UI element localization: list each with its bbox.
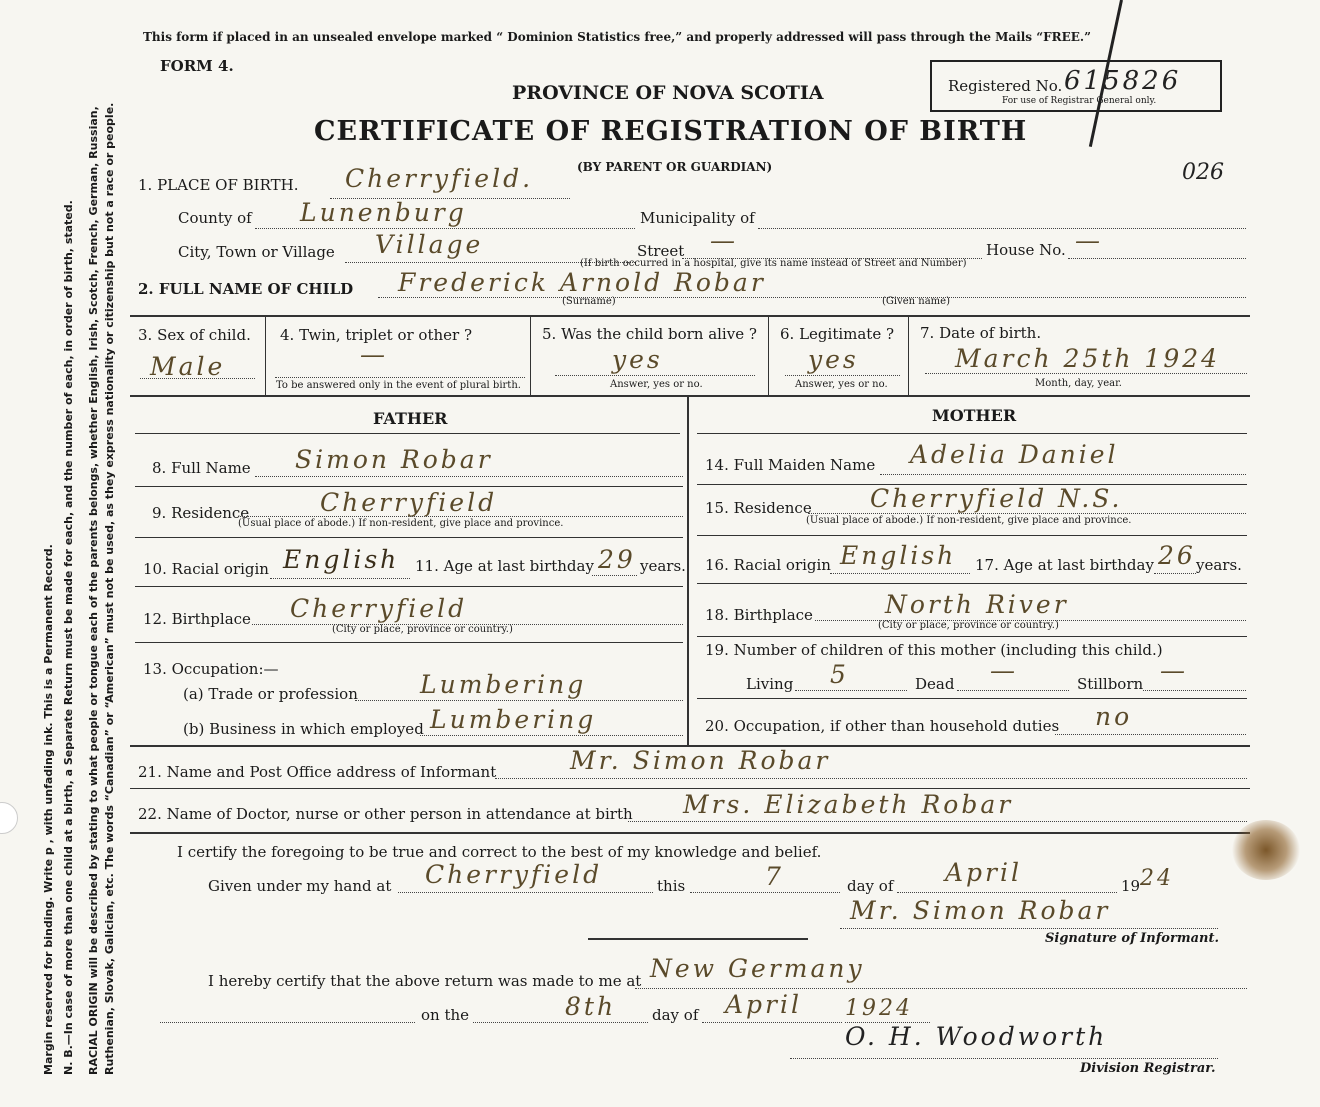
mother-heading: MOTHER <box>932 406 1017 425</box>
mother-residence-line <box>808 513 1246 514</box>
father-rule-3 <box>135 586 683 587</box>
living-line <box>795 690 907 691</box>
center-separator <box>588 938 808 940</box>
father-birthplace-value: Cherryfield <box>290 594 468 623</box>
mail-notice: This form if placed in an unsealed envelope marked “ Dominion Statistics free,” and properly addressed will pass through the Mails “FREE.” <box>143 30 1092 44</box>
mother-age-value: 26 <box>1158 541 1196 570</box>
registrar-year-value: 1924 <box>845 996 913 1021</box>
hospital-note: (If birth occurred in a hospital, give its name instead of Street and Number) <box>580 258 967 269</box>
cert-day-of-label: day of <box>847 877 894 895</box>
father-name-label: 8. Full Name <box>152 459 251 477</box>
county-line <box>255 228 635 229</box>
mother-age-line <box>1154 573 1196 574</box>
business-line <box>420 735 683 736</box>
dead-value: — <box>990 656 1018 685</box>
legitimate-note: Answer, yes or no. <box>795 379 888 390</box>
doctor-value: Mrs. Elizabeth Robar <box>683 790 1014 819</box>
father-name-value: Simon Robar <box>295 445 493 474</box>
father-rule-2 <box>135 537 683 538</box>
registrar-day-value: 8th <box>565 992 617 1021</box>
father-residence-line <box>240 516 683 517</box>
twin-value: — <box>360 340 388 369</box>
mother-rule-2 <box>697 535 1247 536</box>
cert-month-line <box>897 892 1117 893</box>
child-name-label: 2. FULL NAME OF CHILD <box>138 280 354 298</box>
given-at-line <box>398 892 653 893</box>
municipality-line <box>758 228 1246 229</box>
mother-race-line <box>830 573 970 574</box>
mother-name-label: 14. Full Maiden Name <box>705 456 876 474</box>
row-bottom-rule <box>130 395 1250 397</box>
city-value: Village <box>375 230 484 259</box>
father-birthplace-note: (City or place, province or country.) <box>332 624 513 635</box>
surname-note: (Surname) <box>562 296 616 307</box>
place-of-birth-value: Cherryfield. <box>345 164 534 193</box>
registrar-statement: I hereby certify that the above return was made to me at <box>208 972 642 990</box>
street-value: — <box>710 226 738 255</box>
father-residence-value: Cherryfield <box>320 488 498 517</box>
dob-label: 7. Date of birth. <box>920 324 1042 342</box>
divider-4 <box>908 317 909 395</box>
trade-value: Lumbering <box>420 670 587 699</box>
mother-rule-3 <box>697 583 1247 584</box>
this-label: this <box>657 877 686 895</box>
place-of-birth-label: 1. PLACE OF BIRTH. <box>138 176 299 194</box>
informant-rule <box>130 788 1250 789</box>
trade-line <box>355 700 683 701</box>
father-residence-label: 9. Residence <box>152 504 250 522</box>
father-heading-rule <box>135 433 680 434</box>
father-race-label: 10. Racial origin <box>143 560 269 578</box>
mother-residence-note: (Usual place of abode.) If non-resident, give place and province. <box>806 515 1132 526</box>
margin-racial-note-1: RACIAL ORIGIN will be described by stating to what people or tongue each of the parents belongs, whether English, Irish, Scotch, French, German, Russian, <box>87 106 100 1075</box>
municipality-label: Municipality of <box>640 209 755 227</box>
legitimate-label: 6. Legitimate ? <box>780 325 895 343</box>
informant-value: Mr. Simon Robar <box>570 746 831 775</box>
margin-binding-note: Margin reserved for binding. Write p , with unfading ink. This is a Permanent Record. <box>42 544 55 1075</box>
child-name-value: Frederick Arnold Robar <box>398 268 766 297</box>
cert-year-value: 24 <box>1140 866 1174 891</box>
corner-number: 026 <box>1182 160 1224 185</box>
mother-birthplace-label: 18. Birthplace <box>705 606 813 624</box>
living-value: 5 <box>830 660 849 689</box>
certification-statement: I certify the foregoing to be true and correct to the best of my knowledge and belief. <box>177 843 822 861</box>
born-alive-value: yes <box>612 345 663 374</box>
business-label: (b) Business in which employed <box>183 720 424 738</box>
cert-day-line <box>690 892 840 893</box>
child-name-line <box>378 297 1246 298</box>
registrar-signature: O. H. Woodworth <box>845 1022 1108 1051</box>
county-value: Lunenburg <box>300 198 467 227</box>
house-label: House No. <box>986 241 1066 259</box>
registrar-note: For use of Registrar General only. <box>1002 96 1157 106</box>
mother-residence-label: 15. Residence <box>705 499 812 517</box>
given-at-value: Cherryfield <box>425 860 603 889</box>
dob-line <box>925 373 1247 374</box>
page-title: CERTIFICATE OF REGISTRATION OF BIRTH <box>314 116 1028 147</box>
father-age-label: 11. Age at last birthday <box>415 557 594 575</box>
margin-racial-note-2: Ruthenian, Slovak, Galician, etc. The words “Canadian” or “American” must not be used, as they express nationality or citizenship but not a race or people. <box>103 102 116 1075</box>
informant-signature: Mr. Simon Robar <box>850 896 1111 925</box>
mother-race-label: 16. Racial origin <box>705 556 831 574</box>
registrar-signature-label: Division Registrar. <box>1080 1061 1216 1076</box>
cert-year-prefix: 19 <box>1121 877 1141 895</box>
street-label: Street <box>637 242 685 260</box>
cert-month-value: April <box>945 858 1022 887</box>
given-name-note: (Given name) <box>882 296 950 307</box>
living-label: Living <box>746 675 794 693</box>
twin-note: To be answered only in the event of plural birth. <box>276 380 521 391</box>
father-occupation-label: 13. Occupation:— <box>143 660 279 678</box>
registered-number-box <box>930 60 1222 112</box>
city-label: City, Town or Village <box>178 243 335 261</box>
mother-rule-5 <box>697 698 1247 699</box>
registrar-prefix-line <box>160 1022 415 1023</box>
row-top-rule <box>130 315 1250 317</box>
children-count-label: 19. Number of children of this mother (including this child.) <box>705 641 1163 659</box>
mother-occupation-line <box>1055 734 1246 735</box>
registrar-on-the: on the <box>421 1006 470 1024</box>
registrar-day-line <box>473 1022 648 1023</box>
legitimate-line <box>785 375 900 376</box>
dob-note: Month, day, year. <box>1035 378 1122 389</box>
sex-line <box>140 378 255 379</box>
father-age-value: 29 <box>598 545 636 574</box>
dob-value: March 25th 1924 <box>955 344 1221 373</box>
mother-name-line <box>880 474 1246 475</box>
cert-day-value: 7 <box>765 862 784 891</box>
born-alive-line <box>555 375 755 376</box>
trade-label: (a) Trade or profession <box>183 685 358 703</box>
father-residence-note: (Usual place of abode.) If non-resident, give place and province. <box>238 518 564 529</box>
mother-rule-4 <box>697 636 1247 637</box>
father-name-line <box>255 476 683 477</box>
registrar-month-value: April <box>725 990 802 1019</box>
registrar-place-value: New Germany <box>650 954 865 983</box>
doctor-rule <box>130 832 1250 834</box>
father-years: years. <box>640 557 686 575</box>
born-alive-label: 5. Was the child born alive ? <box>542 325 757 343</box>
page-subtitle: (BY PARENT OR GUARDIAN) <box>577 160 773 174</box>
mother-name-value: Adelia Daniel <box>910 440 1119 469</box>
center-divider <box>687 397 689 745</box>
stillborn-label: Stillborn <box>1077 675 1144 693</box>
province-heading: PROVINCE OF NOVA SCOTIA <box>512 82 824 104</box>
mother-occupation-value: no <box>1095 702 1133 731</box>
county-label: County of <box>178 209 252 227</box>
sex-label: 3. Sex of child. <box>138 326 251 344</box>
registered-label: Registered No. <box>948 77 1063 95</box>
father-race-value: English <box>283 545 400 574</box>
house-value: — <box>1075 226 1103 255</box>
father-age-line <box>592 575 637 576</box>
dead-line <box>957 690 1069 691</box>
father-heading: FATHER <box>373 409 448 428</box>
business-value: Lumbering <box>430 705 597 734</box>
given-at-label: Given under my hand at <box>208 877 392 895</box>
stillborn-line <box>1143 690 1246 691</box>
mother-years: years. <box>1196 556 1242 574</box>
registered-number: 615826 <box>1064 66 1182 96</box>
father-birthplace-label: 12. Birthplace <box>143 610 251 628</box>
divider-2 <box>530 317 531 395</box>
registrar-day-of-label: day of <box>652 1006 699 1024</box>
divider-1 <box>265 317 266 395</box>
registrar-signature-line <box>790 1058 1218 1059</box>
sex-value: Male <box>150 352 226 381</box>
mother-age-label: 17. Age at last birthday <box>975 556 1154 574</box>
born-alive-note: Answer, yes or no. <box>610 379 703 390</box>
margin-nb-note: N. B.—In case of more than one child at a birth, a Separate Return must be made for each, and the number of each, in order of birth, stated. <box>62 200 75 1075</box>
informant-line <box>495 778 1247 779</box>
mother-race-value: English <box>840 541 957 570</box>
father-rule-4 <box>135 642 683 643</box>
mother-residence-value: Cherryfield N.S. <box>870 484 1123 513</box>
mother-birthplace-value: North River <box>885 590 1069 619</box>
divider-3 <box>768 317 769 395</box>
stillborn-value: — <box>1160 656 1188 685</box>
mother-birthplace-note: (City or place, province or country.) <box>878 620 1059 631</box>
mother-heading-rule <box>697 433 1247 434</box>
father-race-line <box>270 578 410 579</box>
registrar-month-line <box>702 1022 842 1023</box>
informant-signature-label: Signature of Informant. <box>1045 931 1219 946</box>
twin-label: 4. Twin, triplet or other ? <box>280 326 472 344</box>
ink-stain <box>1232 820 1300 880</box>
twin-line <box>275 377 525 378</box>
doctor-label: 22. Name of Doctor, nurse or other person in attendance at birth <box>138 805 633 823</box>
mother-occupation-label: 20. Occupation, if other than household duties <box>705 717 1060 735</box>
house-line <box>1068 258 1246 259</box>
informant-signature-line <box>840 928 1218 929</box>
father-rule-1 <box>135 486 683 487</box>
punch-hole <box>0 802 18 834</box>
informant-label: 21. Name and Post Office address of Informant <box>138 763 497 781</box>
registrar-place-line <box>635 988 1247 989</box>
form-number: FORM 4. <box>160 57 234 75</box>
legitimate-value: yes <box>808 345 859 374</box>
doctor-line <box>628 821 1247 822</box>
dead-label: Dead <box>915 675 955 693</box>
